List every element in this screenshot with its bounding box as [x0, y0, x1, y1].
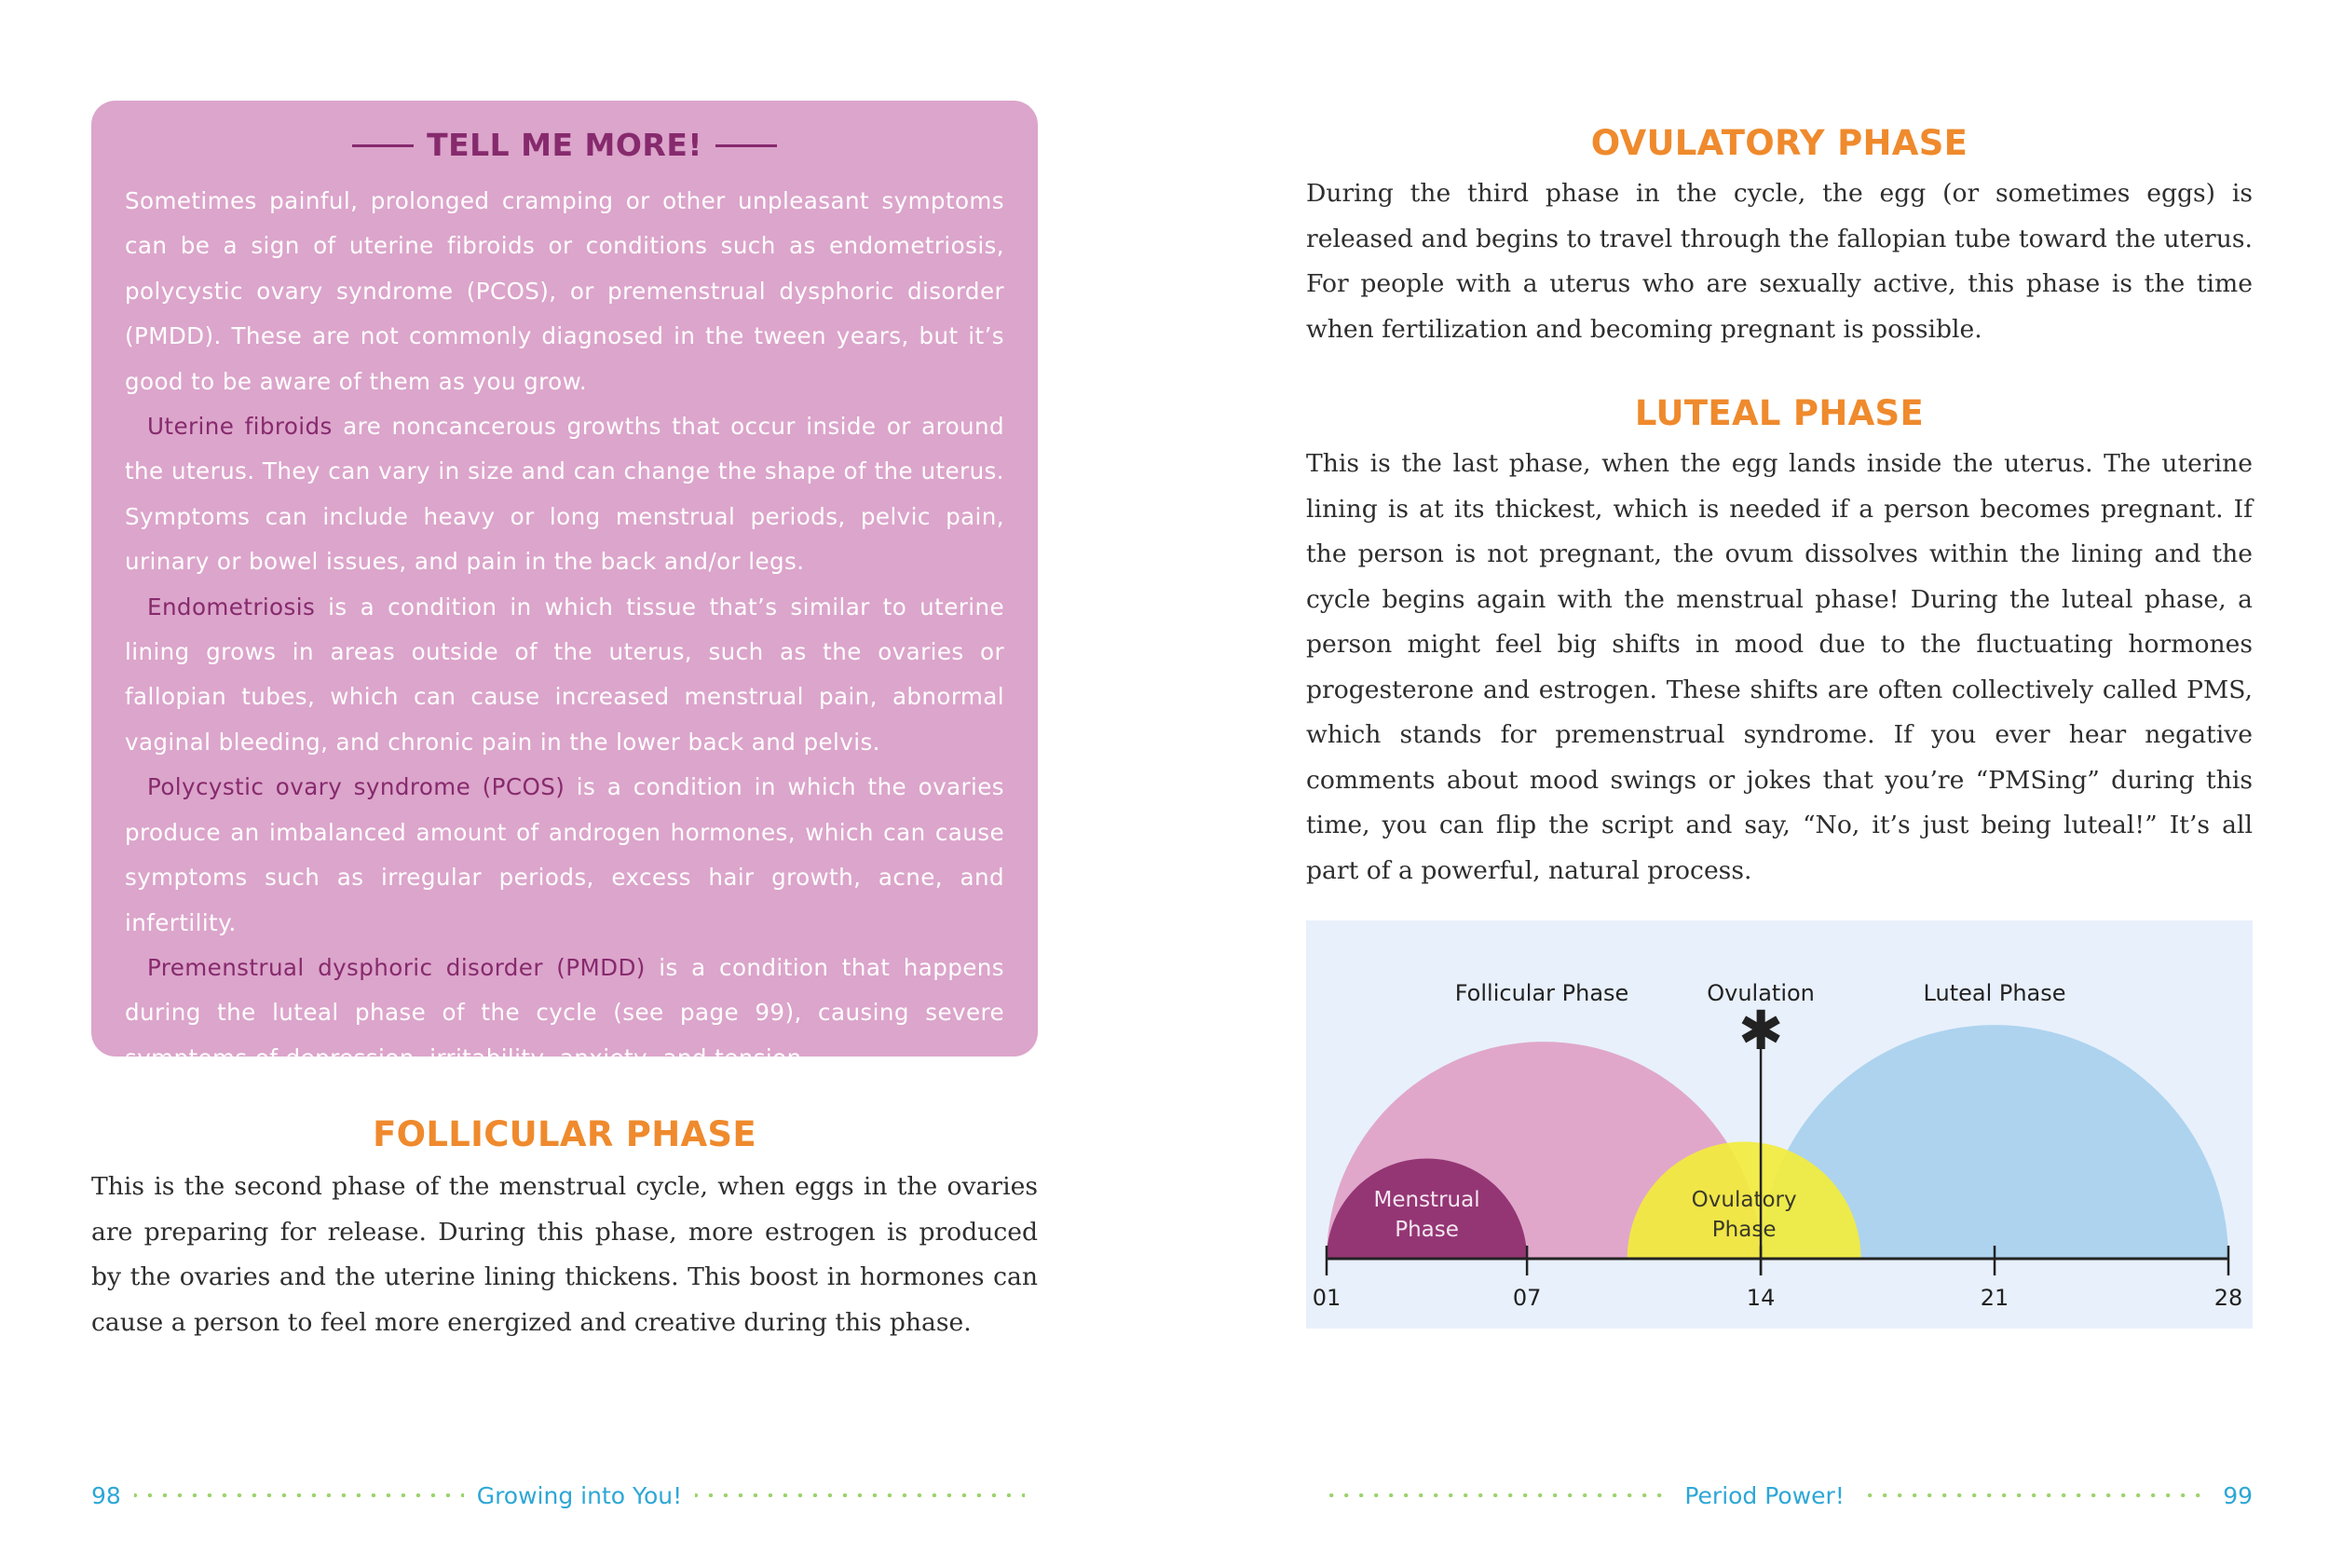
footer-dots [1319, 1493, 1671, 1497]
footer-dots [1858, 1493, 2210, 1497]
title-rule-left [352, 144, 414, 147]
luteal-heading: LUTEAL PHASE [1634, 393, 1925, 433]
item-text: are noncancerous growths that occur inside or around the uterus. They can vary in size and can change the shape of the uterus. Symptoms can include heavy or long menstrual periods, pelvic pain, urinary or bowel issues, and pain in the back and/or legs. [125, 413, 1004, 576]
ovulatory-phase-label-line: Ovulatory [1691, 1188, 1797, 1212]
tell-item-pcos [125, 765, 1004, 946]
cycle-chart [1306, 920, 2253, 1329]
footer-title: Growing into You! [476, 1481, 683, 1509]
footer-left [91, 1479, 1038, 1511]
cycle-chart-svg [1306, 920, 2253, 1329]
tick-label: 28 [2213, 1285, 2243, 1311]
page-number: 99 [2223, 1481, 2254, 1509]
menstrual-phase-label-line: Menstrual [1373, 1188, 1480, 1212]
follicular-heading: FOLLICULAR PHASE [373, 1114, 756, 1154]
footer-title: Period Power! [1684, 1481, 1845, 1509]
tell-me-more-title [125, 125, 1004, 166]
right-page [1164, 0, 2329, 1568]
page-number: 98 [91, 1481, 121, 1509]
tell-item-fibroids [125, 404, 1004, 585]
term-uterine-fibroids: Uterine fibroids [147, 413, 333, 441]
ovulatory-heading: OVULATORY PHASE [1590, 123, 1968, 163]
footer-dots [134, 1493, 464, 1497]
item-text: is a condition in which tissue that’s similar to uterine lining grows in areas outside of the uterus, such as the ovaries or fallopian tubes, which can cause increased menstrual pain, abnormal vaginal bleeding, and chronic pain in the lower back and pelvis. [125, 593, 1004, 756]
ovulatory-phase-label-line: Phase [1711, 1218, 1777, 1242]
left-page [0, 0, 1164, 1568]
follicular-paragraph: This is the second phase of the menstrual cycle, when eggs in the ovaries are preparing for release. During this phase, more estrogen is produced by the ovaries and the uterine lining thickens. This boost in hormones can cause a person to feel more energized and creative during this phase. [91, 1172, 1038, 1337]
luteal-paragraph: This is the last phase, when the egg lands inside the uterus. The uterine lining is at its thickest, which is needed if a person becomes pregnant. If the person is not pregnant, the ovum dissolves within the lining and the cycle begins again with the menstrual phase! During the luteal phase, a person might feel big shifts in mood due to the fluctuating hormones progesterone and estrogen. These shifts are often collectively called PMS, which stands for premenstrual syndrome. If you ever hear negative comments about mood swings or jokes that you’re “PMSing” during this time, you can flip the script and say, “No, it’s just being luteal!” It’s all part of a powerful, natural process. [1306, 449, 2253, 885]
tell-me-more-title-text: TELL ME MORE! [427, 127, 702, 163]
tell-item-endometriosis [125, 585, 1004, 766]
tell-item-pmdd [125, 946, 1004, 1081]
tick-label: 01 [1312, 1285, 1342, 1311]
tell-me-more-box [91, 101, 1038, 1071]
phase-top-label: Follicular Phase [1454, 980, 1629, 1006]
menstrual-phase-label-line: Phase [1395, 1218, 1459, 1242]
follicular-text [91, 1165, 1038, 1345]
item-text: is a condition that happens during the luteal phase of the cycle (see page 99), causing severe symptoms of depression, irritability, anxiety, and tension. [125, 953, 1004, 1071]
term-pmdd: Premenstrual dysphoric disorder (PMDD) [147, 953, 646, 981]
ovulatory-text [1306, 171, 2253, 352]
ovulation-asterisk-icon: ✱ [1737, 999, 1784, 1062]
item-text: is a condition in which the ovaries produce an imbalanced amount of androgen hormones, which can cause symptoms such as irregular periods, excess hair growth, acne, and infertility. [125, 773, 1004, 936]
ovulatory-paragraph: During the third phase in the cycle, the egg (or sometimes eggs) is released and begins to travel through the fallopian tube toward the uterus. For people with a uterus who are sexually active, this phase is the time when fertilization and becoming pregnant is possible. [1306, 179, 2253, 344]
phase-top-label: Ovulation [1707, 980, 1815, 1006]
title-rule-right [715, 144, 777, 147]
tell-me-more-intro: Sometimes painful, prolonged cramping or other unpleasant symptoms can be a sign of uterine fibroids or conditions such as endometriosis, polycystic ovary syndrome (PCOS), or premenstrual dysphoric disorder (PMDD). These are not commonly diagnosed in the tween years, but it’s good to be aware of them as you grow. [125, 187, 1004, 395]
tell-me-more-body [125, 179, 1004, 1081]
luteal-text [1306, 442, 2253, 893]
tick-label: 21 [1980, 1285, 2009, 1311]
footer-right [1306, 1479, 2253, 1511]
footer-dots [695, 1493, 1025, 1497]
term-pcos: Polycystic ovary syndrome (PCOS) [147, 773, 565, 801]
tick-label: 14 [1746, 1285, 1776, 1311]
phase-top-label: Luteal Phase [1923, 980, 2066, 1006]
term-endometriosis: Endometriosis [147, 593, 316, 620]
tick-label: 07 [1512, 1285, 1542, 1311]
